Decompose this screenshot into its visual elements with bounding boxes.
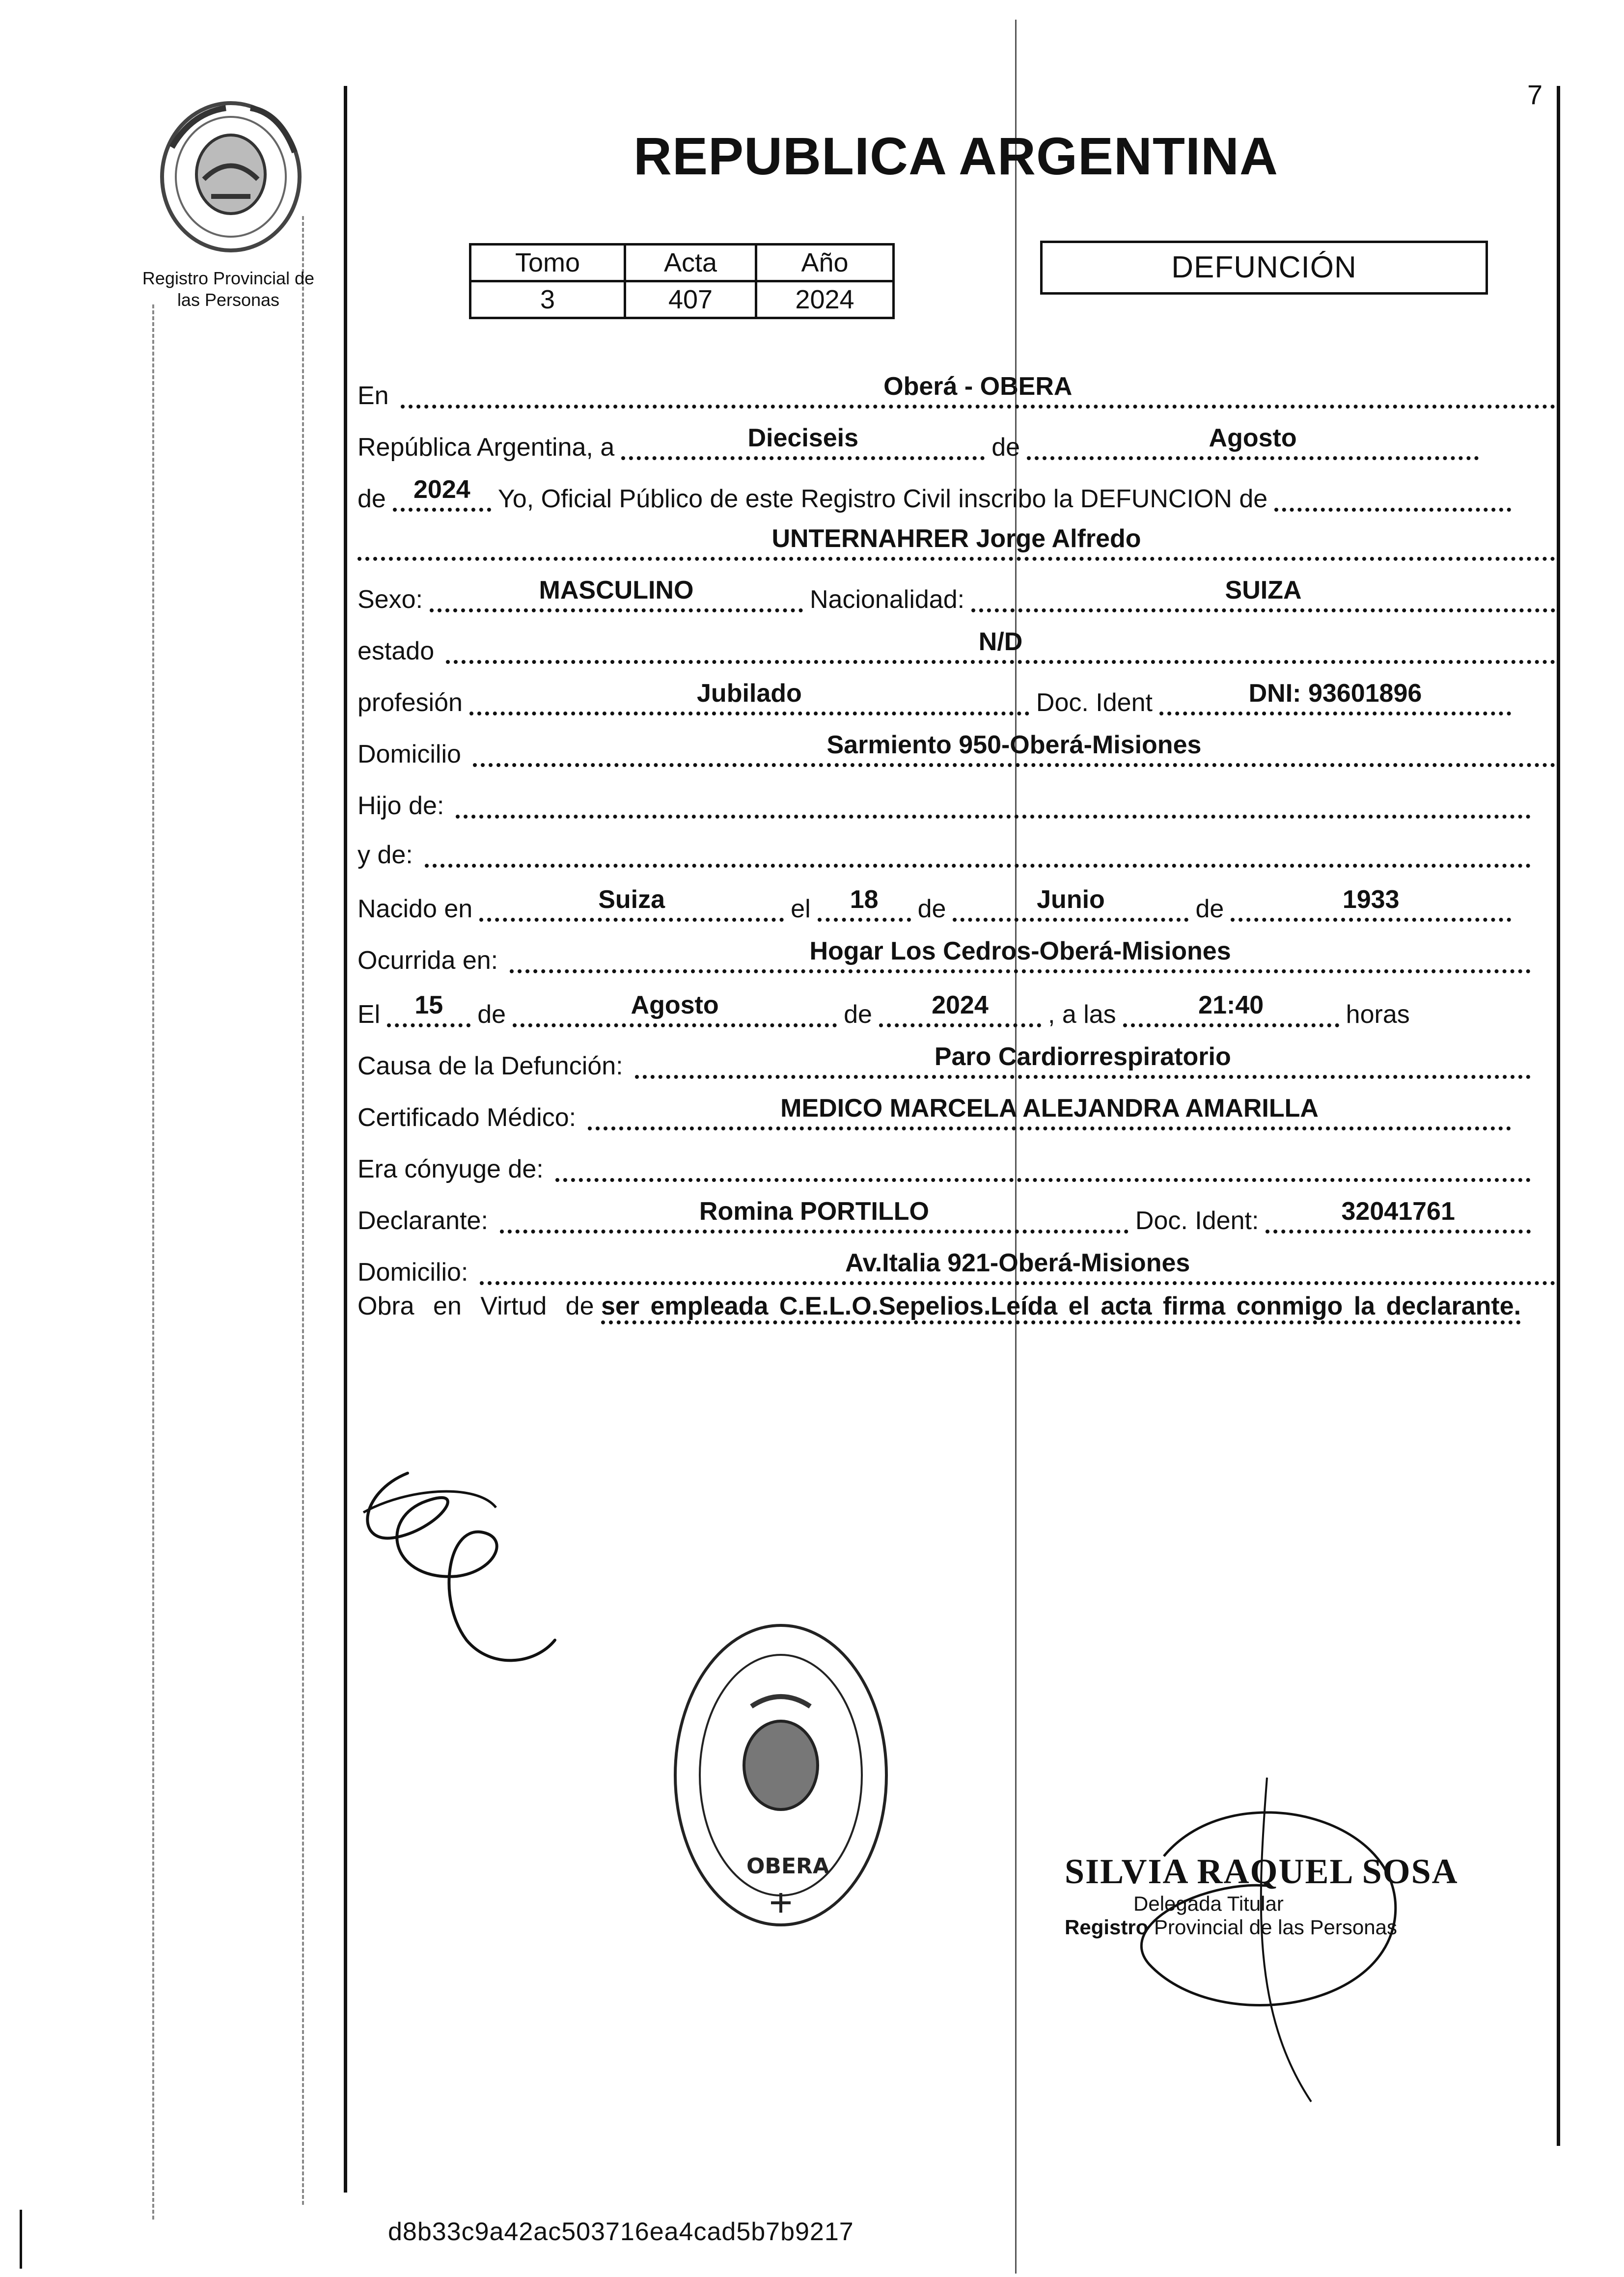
row-estado — [358, 629, 1555, 668]
obra-label: Obra en Virtud de — [358, 1292, 594, 1320]
fallecio-dia-field: 15 — [387, 990, 470, 1027]
doc-field: DNI: 93601896 — [1159, 678, 1511, 715]
ocurrida-label: Ocurrida en: — [358, 946, 498, 975]
yde-field — [425, 830, 1531, 868]
delegation-stamp-icon — [668, 1618, 894, 1932]
republica-label: República Argentina, a — [358, 433, 615, 462]
declarante-label: Declarante: — [358, 1207, 488, 1235]
document-title: REPUBLICA ARGENTINA — [633, 126, 1278, 186]
doc2-field: 32041761 — [1266, 1196, 1531, 1234]
de-year-label: de — [358, 485, 386, 513]
domicilio-label: Domicilio — [358, 740, 461, 768]
inscribo-trailing-field — [1274, 474, 1511, 512]
row-hijo — [358, 783, 1531, 823]
acta-value: 407 — [625, 281, 756, 318]
nacido-label: Nacido en — [358, 895, 473, 923]
row-declarante — [358, 1198, 1531, 1237]
domicilio2-field: Av.Italia 921-Oberá-Misiones — [480, 1248, 1555, 1285]
dia-field: Dieciseis — [621, 423, 985, 460]
dashed-margin-left — [152, 304, 154, 2220]
sexo-field: MASCULINO — [430, 575, 803, 612]
certificado-label: Certificado Médico: — [358, 1103, 577, 1132]
declarant-signature — [349, 1454, 702, 1679]
doc-label: Doc. Ident — [1036, 688, 1153, 717]
stamp-city: OBERA — [746, 1854, 829, 1879]
conyuge-label: Era cónyuge de: — [358, 1155, 544, 1183]
row-conyuge — [358, 1147, 1531, 1186]
right-margin-rule — [1557, 86, 1560, 2146]
registry-value-row — [470, 281, 894, 318]
row-domicilio — [358, 732, 1555, 771]
nacido-mes-field: Junio — [953, 884, 1188, 922]
estado-label: estado — [358, 637, 435, 665]
provincial-seal-icon — [152, 93, 309, 260]
official-role: Delegada Titular — [1133, 1892, 1284, 1915]
ocurrida-field: Hogar Los Cedros-Oberá-Misiones — [510, 936, 1531, 973]
row-sexo — [358, 577, 1555, 616]
anio-value: 2024 — [756, 281, 894, 318]
declarante-field: Romina PORTILLO — [500, 1196, 1129, 1234]
official-name: SILVIA RAQUEL SOSA — [1065, 1852, 1459, 1891]
nacionalidad-field: SUIZA — [971, 575, 1555, 612]
official-stamp — [1065, 1851, 1459, 1939]
doc2-label: Doc. Ident: — [1135, 1207, 1259, 1235]
official-office-bold: Registro — [1065, 1916, 1149, 1939]
hijo-label: Hijo de: — [358, 792, 444, 820]
alas-label: , a las — [1047, 1000, 1116, 1029]
seal-caption — [125, 268, 331, 311]
row-inscribo — [358, 476, 1511, 516]
dashed-margin-right — [302, 216, 304, 2205]
en-label: En — [358, 382, 389, 410]
el-label: El — [358, 1000, 381, 1029]
estado-field: N/D — [446, 627, 1555, 664]
obra-field: ser empleada C.E.L.O.Sepelios.Leída el acta firma conmigo la declarante. — [601, 1292, 1521, 1324]
causa-field: Paro Cardiorrespiratorio — [635, 1042, 1531, 1079]
sexo-label: Sexo: — [358, 585, 423, 614]
row-nombre — [358, 525, 1555, 565]
row-obra — [358, 1284, 1555, 1328]
edge-mark — [20, 2210, 22, 2269]
fallecio-anio-field: 2024 — [879, 990, 1041, 1027]
row-nacido — [358, 886, 1511, 926]
inscribo-label: Yo, Oficial Público de este Registro Civil inscribo la DEFUNCION de — [497, 485, 1268, 513]
official-office-rest: Provincial de las Personas — [1154, 1916, 1397, 1939]
yde-label: y de: — [358, 841, 413, 869]
row-en — [358, 373, 1555, 412]
profesion-label: profesión — [358, 688, 463, 717]
row-fecha — [358, 425, 1555, 464]
official-office — [1065, 1916, 1459, 1939]
certificado-field: MEDICO MARCELA ALEJANDRA AMARILLA — [588, 1093, 1511, 1130]
nacido-de1-label: de — [917, 895, 946, 923]
hora-field: 21:40 — [1123, 990, 1339, 1027]
nacido-el-label: el — [791, 895, 811, 923]
causa-label: Causa de la Defunción: — [358, 1052, 623, 1080]
mes-field: Agosto — [1027, 423, 1479, 460]
de-label: de — [991, 433, 1020, 462]
nombre-field: UNTERNAHRER Jorge Alfredo — [358, 523, 1555, 561]
domicilio2-label: Domicilio: — [358, 1258, 468, 1287]
row-ocurrida — [358, 938, 1531, 977]
registry-header-row — [470, 245, 894, 281]
acta-header: Acta — [625, 245, 756, 281]
registry-table — [469, 243, 895, 319]
row-causa — [358, 1043, 1531, 1083]
row-yde — [358, 832, 1531, 872]
row-fecha-defuncion — [358, 992, 1555, 1031]
nacido-de2-label: de — [1195, 895, 1224, 923]
profesion-field: Jubilado — [469, 678, 1029, 715]
seal-caption-line1: Registro Provincial de — [142, 268, 315, 288]
en-field: Oberá - OBERA — [401, 371, 1555, 409]
seal-caption-line2: las Personas — [177, 290, 280, 310]
horas-label: horas — [1346, 1000, 1410, 1029]
nacionalidad-label: Nacionalidad: — [809, 585, 965, 614]
page-number: 7 — [1527, 79, 1543, 110]
tomo-value: 3 — [470, 281, 625, 318]
nacido-dia-field: 18 — [818, 884, 911, 922]
row-domicilio2 — [358, 1250, 1555, 1289]
year-field: 2024 — [393, 474, 491, 512]
left-margin-rule — [344, 86, 347, 2193]
domicilio-field: Sarmiento 950-Oberá-Misiones — [473, 730, 1555, 767]
fallecio-de2-label: de — [844, 1000, 872, 1029]
nacido-anio-field: 1933 — [1231, 884, 1511, 922]
fallecio-de1-label: de — [477, 1000, 506, 1029]
fallecio-mes-field: Agosto — [513, 990, 837, 1027]
record-type-box: DEFUNCIÓN — [1040, 241, 1488, 295]
row-profesion — [358, 680, 1511, 719]
conyuge-field — [555, 1145, 1531, 1182]
tomo-header: Tomo — [470, 245, 625, 281]
row-certificado — [358, 1095, 1511, 1134]
hijo-field — [456, 781, 1531, 819]
document-hash: d8b33c9a42ac503716ea4cad5b7b9217 — [388, 2218, 854, 2246]
nacido-lugar-field: Suiza — [479, 884, 784, 922]
anio-header: Año — [756, 245, 894, 281]
